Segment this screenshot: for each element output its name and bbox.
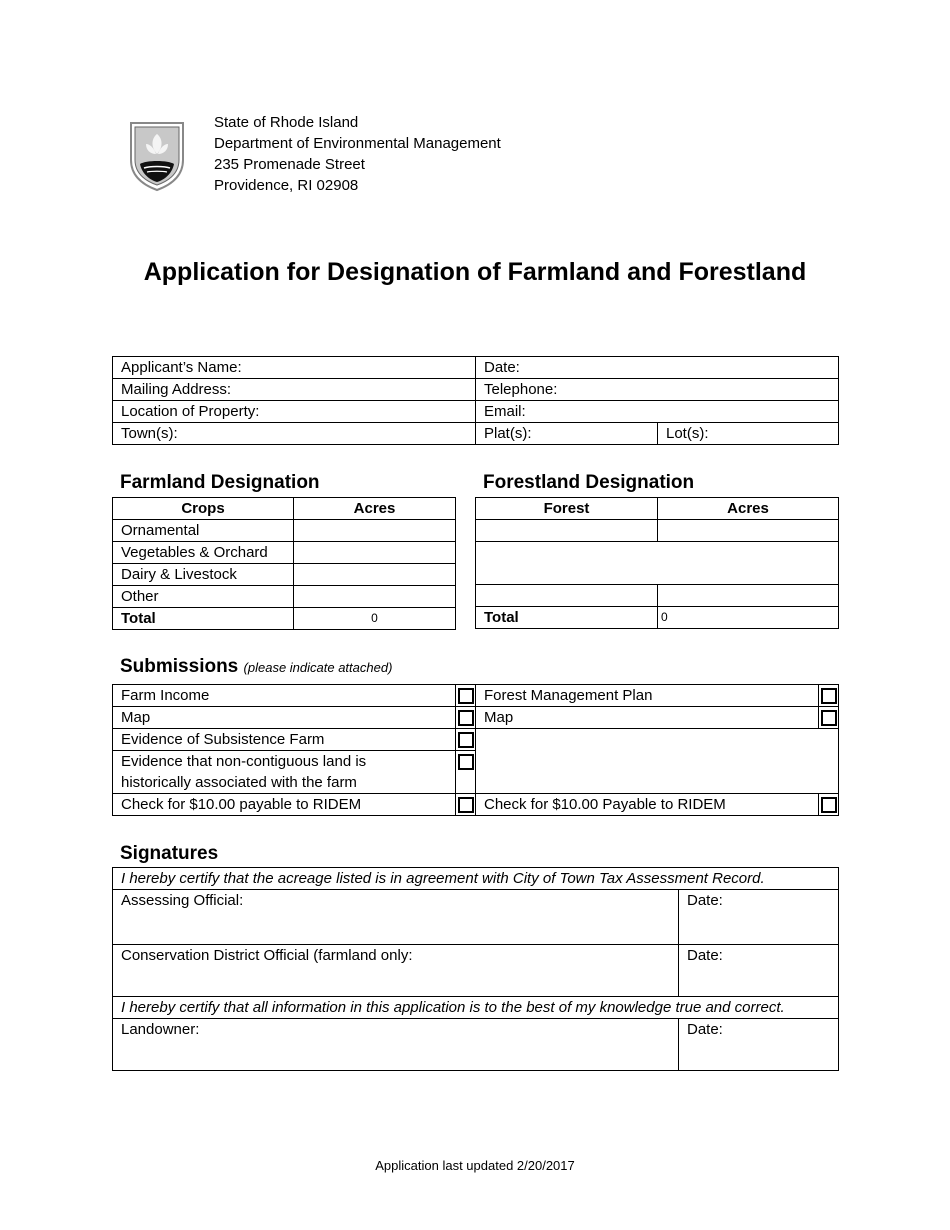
acres-input[interactable] — [294, 520, 456, 542]
conservation-date-field[interactable]: Date: — [679, 945, 839, 997]
crop-row-ornamental: Ornamental — [113, 520, 294, 542]
date-field[interactable]: Date: — [476, 357, 839, 379]
applicant-name-field[interactable]: Applicant’s Name: — [113, 357, 476, 379]
forest-blank-area — [476, 542, 839, 585]
agency-address — [214, 112, 501, 196]
submissions-table — [112, 684, 839, 816]
forest-acres-column-header: Acres — [658, 498, 839, 520]
noncontiguous-checkbox-cont — [456, 772, 476, 794]
forest-check-checkbox[interactable] — [819, 794, 839, 816]
agency-street: 235 Promenade Street — [214, 156, 365, 173]
towns-field[interactable]: Town(s): — [113, 423, 476, 445]
landowner-date-field[interactable]: Date: — [679, 1019, 839, 1071]
submission-forest-map: Map — [476, 707, 819, 729]
submission-farm-income: Farm Income — [113, 685, 456, 707]
plats-field[interactable]: Plat(s): — [476, 423, 658, 445]
certification-statement-1: I hereby certify that the acreage listed is in agreement with City of Town Tax Assessment Record. — [113, 868, 839, 890]
farm-check-checkbox[interactable] — [456, 794, 476, 816]
farm-map-checkbox[interactable] — [456, 707, 476, 729]
farmland-heading: Farmland Designation — [120, 472, 320, 493]
forest-acres-input[interactable] — [658, 585, 839, 607]
noncontiguous-checkbox[interactable] — [456, 751, 476, 773]
forestland-total-label: Total — [476, 607, 658, 629]
property-location-field[interactable]: Location of Property: — [113, 401, 476, 423]
signatures-heading: Signatures — [120, 843, 219, 864]
certification-statement-2: I hereby certify that all information in this application is to the best of my knowledge true and correct. — [113, 997, 839, 1019]
forestland-total-value: 0 — [658, 607, 839, 629]
forest-map-checkbox[interactable] — [819, 707, 839, 729]
farmland-total-value: 0 — [294, 608, 456, 630]
forest-acres-input[interactable] — [658, 520, 839, 542]
landowner-signature[interactable]: Landowner: — [113, 1019, 679, 1071]
submission-forest-check: Check for $10.00 Payable to RIDEM — [476, 794, 819, 816]
forest-column-header: Forest — [476, 498, 658, 520]
submissions-note: (please indicate attached) — [243, 660, 393, 675]
agency-city: Providence, RI 02908 — [214, 177, 359, 194]
acres-input[interactable] — [294, 564, 456, 586]
page-title: Application for Designation of Farmland and Forestland — [143, 258, 807, 286]
assessing-date-field[interactable]: Date: — [679, 890, 839, 945]
forest-plan-checkbox[interactable] — [819, 685, 839, 707]
footer-updated-date: Application last updated 2/20/2017 — [375, 1158, 575, 1173]
crop-row-dairy: Dairy & Livestock — [113, 564, 294, 586]
state-seal-logo — [128, 120, 186, 192]
forest-input[interactable] — [476, 520, 658, 542]
email-field[interactable]: Email: — [476, 401, 839, 423]
forest-submissions-blank — [476, 729, 839, 794]
submission-noncontiguous: Evidence that non-contiguous land is — [113, 751, 456, 773]
lots-field[interactable]: Lot(s): — [658, 423, 839, 445]
submissions-heading — [120, 656, 392, 678]
mailing-address-field[interactable]: Mailing Address: — [113, 379, 476, 401]
assessing-official-signature[interactable]: Assessing Official: — [113, 890, 679, 945]
submission-noncontiguous-cont: historically associated with the farm — [113, 772, 456, 794]
acres-input[interactable] — [294, 586, 456, 608]
submissions-title: Submissions — [120, 656, 239, 677]
submission-subsistence: Evidence of Subsistence Farm — [113, 729, 456, 751]
telephone-field[interactable]: Telephone: — [476, 379, 839, 401]
forestland-table — [475, 497, 839, 629]
crop-row-vegetables: Vegetables & Orchard — [113, 542, 294, 564]
forestland-heading: Forestland Designation — [483, 472, 695, 493]
agency-department: Department of Environmental Management — [214, 135, 501, 152]
conservation-official-signature[interactable]: Conservation District Official (farmland only: — [113, 945, 679, 997]
crop-row-other: Other — [113, 586, 294, 608]
applicant-info-table — [112, 356, 839, 445]
signatures-table — [112, 867, 839, 1071]
farmland-table — [112, 497, 456, 630]
submission-farm-check: Check for $10.00 payable to RIDEM — [113, 794, 456, 816]
acres-input[interactable] — [294, 542, 456, 564]
farmland-total-label: Total — [113, 608, 294, 630]
subsistence-checkbox[interactable] — [456, 729, 476, 751]
submission-farm-map: Map — [113, 707, 456, 729]
farm-income-checkbox[interactable] — [456, 685, 476, 707]
agency-state: State of Rhode Island — [214, 114, 359, 131]
crops-column-header: Crops — [113, 498, 294, 520]
acres-column-header: Acres — [294, 498, 456, 520]
forest-input[interactable] — [476, 585, 658, 607]
submission-forest-plan: Forest Management Plan — [476, 685, 819, 707]
